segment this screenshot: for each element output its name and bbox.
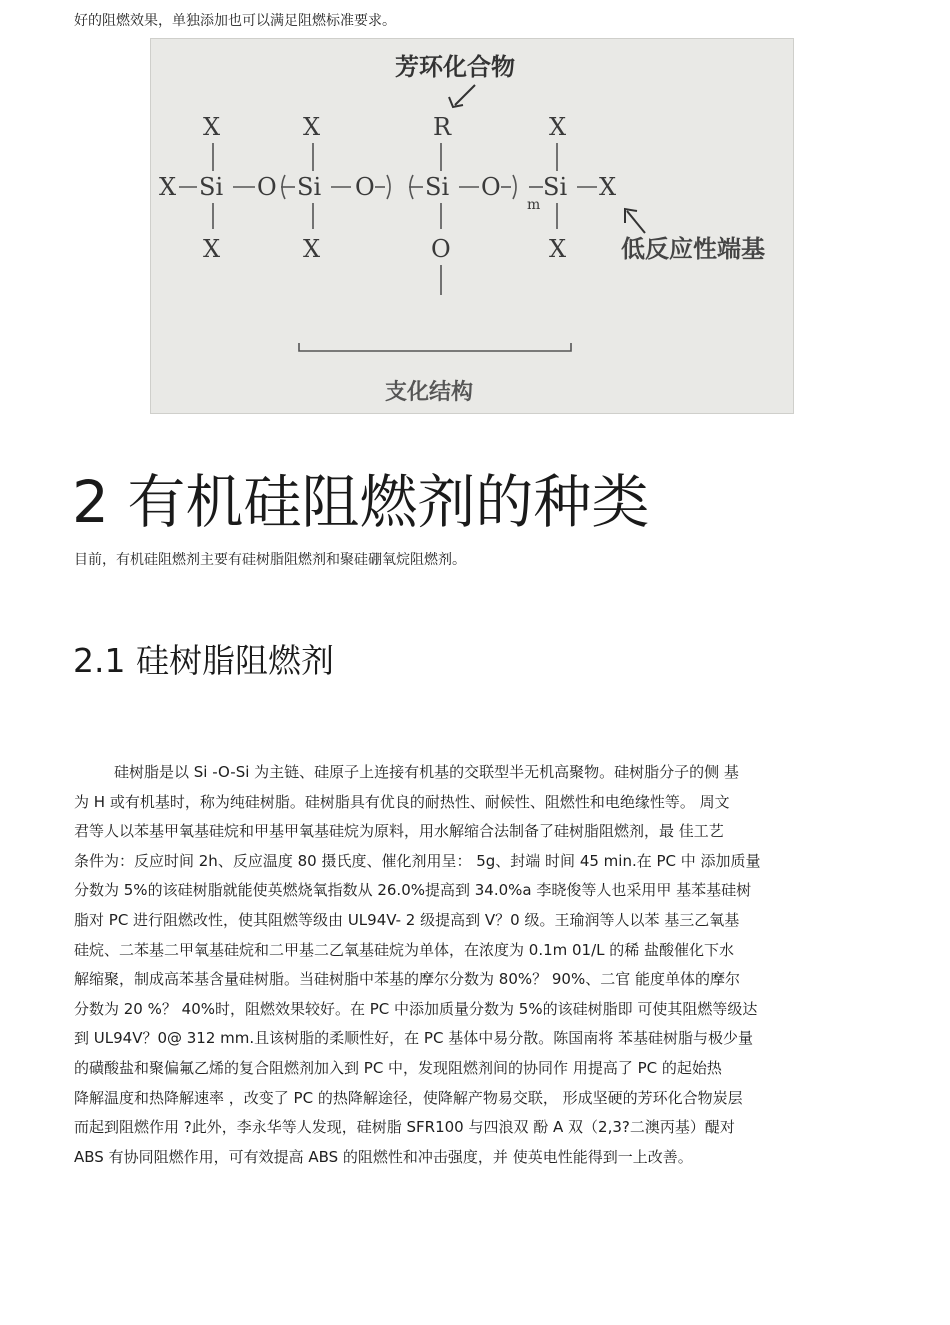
body-line: 而起到阻燃作用 ?此外，李永华等人发现，硅树脂 SFR100 与四浪双 酚 A 双（2,3?二澳丙基）醍对 <box>74 1118 735 1137</box>
atom-si: Si <box>425 173 450 201</box>
body-line: 硅树脂是以 Si -O-Si 为主链、硅原子上连接有机基的交联型半无机高聚物。硅树脂分子的侧 基 <box>114 763 739 781</box>
section-title: 2 有机硅阻燃剂的种类 <box>72 468 650 536</box>
arrow-end-group-icon <box>625 209 645 233</box>
body-line: 解缩聚，制成高苯基含量硅树脂。当硅树脂中苯基的摩尔分数为 80%？ 90%、二官 能度单体的摩尔 <box>74 970 740 989</box>
atom-x: X <box>159 173 177 201</box>
atom-x: X <box>303 113 321 141</box>
atom-si: Si <box>297 173 322 201</box>
section-intro: 目前，有机硅阻燃剂主要有硅树脂阻燃剂和聚硅硼氧烷阻燃剂。 <box>74 552 466 568</box>
atom-o: O <box>431 235 451 263</box>
label-branch: 支化结构 <box>385 380 474 405</box>
label-aromatic: 芳环化合物 <box>395 53 515 81</box>
atom-x: X <box>599 173 617 201</box>
body-line: 条件为：反应时间 2h、反应温度 80 摄氏度、催化剂用呈： 5g、封端 时间 45 min.在 PC 中 添加质量 <box>74 851 761 870</box>
atom-o: O <box>257 173 277 201</box>
atom-x: X <box>203 113 221 141</box>
atom-si: Si <box>199 173 224 201</box>
atom-x: X <box>549 113 567 141</box>
body-line: 分数为 20 %？ 40%时，阻燃效果较好。在 PC 中添加质量分数为 5%的该硅树脂即 可使其阻燃等级达 <box>74 999 758 1018</box>
atom-x: X <box>549 235 567 263</box>
branch-bracket <box>299 343 571 351</box>
body-line: ABS 有协同阻燃作用，可有效提高 ABS 的阻燃性和冲击强度，并 使英电性能得到一上改善。 <box>74 1147 693 1166</box>
body-line: 脂对 PC 进行阻燃改性，使其阻燃等级由 UL94V- 2 级提高到 V？0 级。王瑜润等人以苯 基三乙氧基 <box>74 910 740 929</box>
body-line: 分数为 5%的该硅树脂就能使英燃烧氧指数从 26.0%提高到 34.0%a 李晓俊等人也采用甲 基苯基硅树 <box>74 881 752 900</box>
atom-si: Si <box>543 173 568 201</box>
arrow-aromatic-icon <box>449 85 475 107</box>
atom-x: X <box>203 235 221 263</box>
label-end-group: 低反应性端基 <box>621 235 765 263</box>
top-text-line: 好的阻燃效果，单独添加也可以满足阻燃标准要求。 <box>74 13 396 29</box>
subscript-m: m <box>527 197 541 213</box>
structure-figure <box>150 38 794 414</box>
body-line: 的磺酸盐和聚偏氟乙烯的复合阻燃剂加入到 PC 中，发现阻燃剂间的协同作 用提高了 PC 的起始热 <box>74 1058 722 1077</box>
subsection-title: 2.1 硅树脂阻燃剂 <box>73 641 334 680</box>
body-line: 硅烷、二苯基二甲氧基硅烷和二甲基二乙氧基硅烷为单体，在浓度为 0.1m 01/L 的稀 盐酸催化下水 <box>74 940 735 959</box>
atom-r: R <box>433 113 452 141</box>
body-line: 到 UL94V？0@ 312 mm.且该树脂的柔顺性好，在 PC 基体中易分散。陈国南将 苯基硅树脂与极少量 <box>74 1029 753 1048</box>
body-line: 降解温度和热降解速率 ，改变了 PC 的热降解途径，使降解产物易交联， 形成坚硬的芳环化合物炭层 <box>74 1088 743 1107</box>
body-paragraph <box>74 762 874 1176</box>
atom-x: X <box>303 235 321 263</box>
atom-o: O <box>481 173 501 201</box>
body-line: 君等人以苯基甲氧基硅烷和甲基甲氧基硅烷为原料，用水解缩合法制备了硅树脂阻燃剂，最 佳工艺 <box>74 822 724 841</box>
body-line: 为 H 或有机基时，称为纯硅树脂。硅树脂具有优良的耐热性、耐候性、阻燃性和电绝缘性等。 周文 <box>74 792 730 811</box>
atom-o: O <box>355 173 375 201</box>
